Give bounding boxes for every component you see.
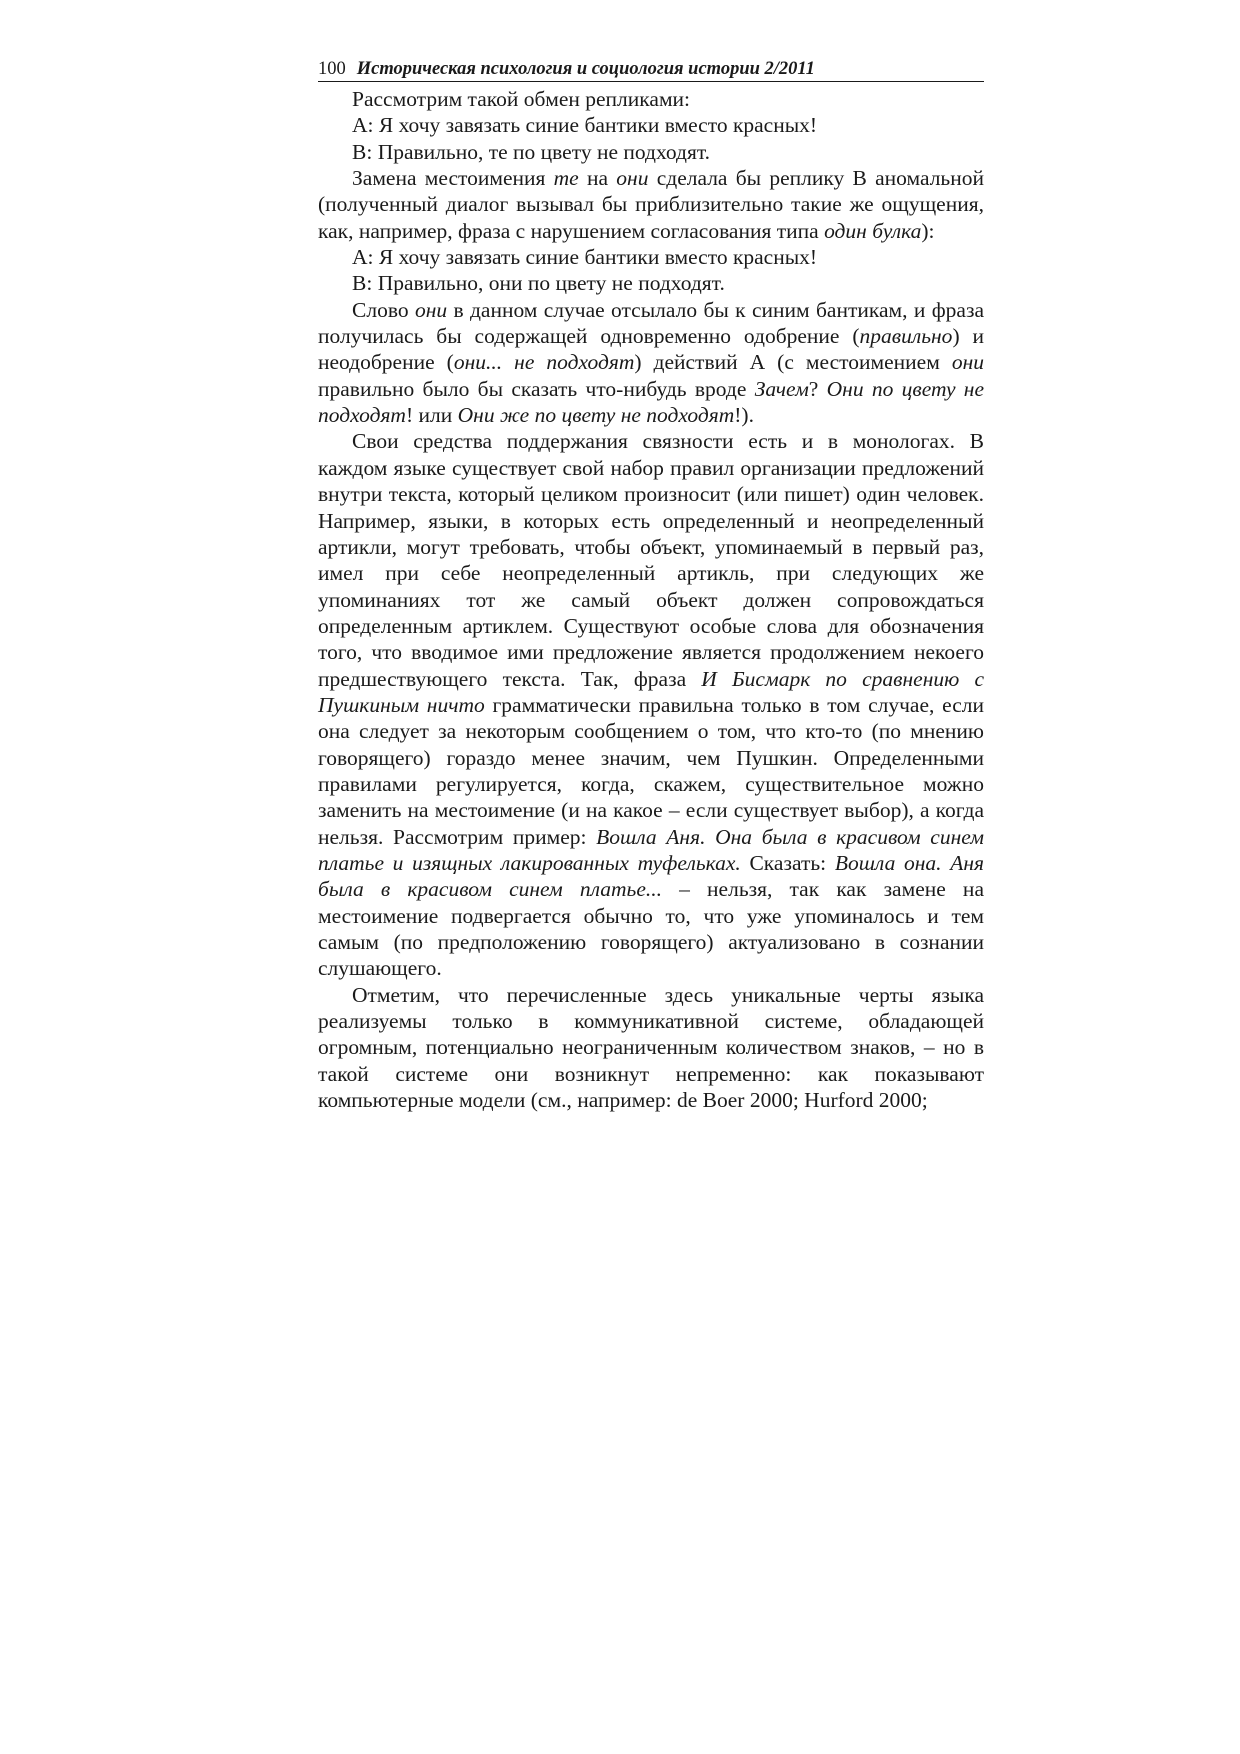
text-segment: Слово: [352, 297, 415, 322]
text-segment: сделала бы реплику В аномальной (полученный диалог вызывал бы приблизительно такие же ощущения, как, например, фраза с нарушением согласования типа: [318, 166, 984, 243]
italic-text: они: [414, 297, 448, 322]
text-segment: Замена местоимения: [352, 166, 554, 191]
text-segment: правильно было бы сказать что-нибудь вроде: [318, 376, 755, 401]
article-body: [318, 86, 984, 1113]
dialogue-line: [318, 112, 984, 138]
dialogue-line: [318, 270, 984, 296]
body-paragraph: [318, 297, 984, 429]
body-paragraph: [318, 165, 984, 244]
text-segment: А: Я хочу завязать синие бантики вместо красных!: [352, 113, 818, 138]
body-paragraph: [318, 428, 984, 981]
italic-text: один булка: [824, 218, 922, 243]
italic-text: они: [616, 166, 649, 191]
text-segment: ):: [921, 218, 935, 243]
dialogue-line: [318, 139, 984, 165]
journal-page: [318, 58, 984, 1113]
italic-text: Они по цвету не подходят: [318, 376, 984, 428]
italic-text: Вошла она. Аня была в красивом синем платье...: [318, 850, 984, 902]
text-segment: А: Я хочу завязать синие бантики вместо красных!: [352, 245, 818, 270]
italic-text: Они же по цвету не подходят: [457, 403, 735, 428]
text-segment: ! или: [405, 403, 458, 428]
dialogue-line: [318, 244, 984, 270]
italic-text: Вошла Аня. Она была в красивом синем платье и изящных лакированных туфельках.: [318, 824, 984, 875]
body-paragraph: [318, 982, 984, 1114]
text-segment: !).: [734, 403, 754, 428]
text-segment: В: Правильно, они по цвету не подходят.: [352, 271, 725, 296]
italic-text: Зачем: [754, 376, 809, 401]
text-segment: Сказать:: [740, 850, 835, 875]
text-segment: – нельзя, так как замене на местоимение подвергается обычно то, что уже упоминалось и тем самым (по предположению говорящего) актуализовано в сознании слушающего.: [318, 877, 984, 981]
running-header: [318, 58, 984, 82]
text-segment: Отметим, что перечисленные здесь уникальные черты языка реализуемы только в коммуникативной системе, обладающей огромным, потенциально неограниченным количеством знаков, – но в такой системе они возникнут непременно: как показывают компьютерные модели (см., например: de Boer 2000; Hurford 2000;: [318, 982, 984, 1113]
italic-text: И Бисмарк по сравнению с Пушкиным ничто: [318, 666, 984, 717]
italic-text: они: [951, 350, 984, 375]
journal-title: Историческая психология и социология истории 2/2011: [356, 59, 815, 79]
text-segment: Рассмотрим такой обмен репликами:: [352, 87, 691, 111]
text-segment: В: Правильно, те по цвету не подходят.: [352, 139, 711, 164]
dialogue-line: [318, 86, 984, 112]
page-number: 100: [318, 59, 346, 79]
text-segment: ) действий А (с местоимением: [634, 350, 952, 375]
italic-text: они... не подходят: [453, 350, 635, 375]
text-segment: в данном случае отсылало бы к синим бантикам, и фраза получилась бы содержащей одновременно одобрение (: [318, 297, 985, 349]
italic-text: правильно: [859, 324, 953, 349]
text-segment: ) и неодобрение (: [318, 324, 984, 375]
italic-text: те: [553, 166, 579, 191]
text-segment: Свои средства поддержания связности есть и в монологах. В каждом языке существует свой набор правил организации предложений внутри текста, который целиком произносит (или пишет) один человек. Например, языки, в которых есть определенный и неопределенный артикли, могут требовать, чтобы объект, упоминаемый в первый раз, имел при себе неопределенный артикль, при следующих же упоминаниях тот же самый объект должен сопровождаться определенным артиклем. Существуют особые слова для обозначения того, что вводимое ими предложение является продолжением некоего предшествующего текста. Так, фраза: [318, 429, 984, 691]
text-segment: на: [578, 166, 617, 191]
text-segment: грамматически правильна только в том случае, если она следует за некоторым сообщением о том, что кто-то (по мнению говорящего) гораздо менее значим, чем Пушкин. Определенными правилами регулируется, когда, скажем, существительное можно заменить на местоимение (и на какое – если существует выбор), а когда нельзя. Рассмотрим пример:: [318, 692, 984, 849]
text-segment: ?: [808, 376, 827, 401]
